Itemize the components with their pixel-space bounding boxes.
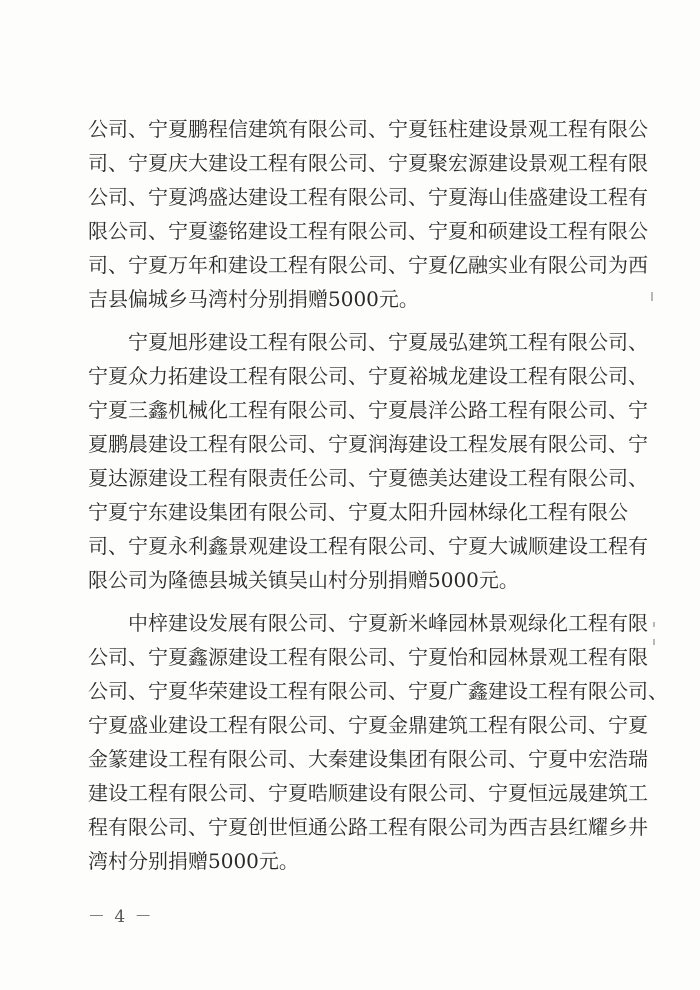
text-line: 限公司为隆德县城关镇吴山村分别捐赠5000元。 [88,568,519,592]
page-number: － 4 － [88,907,154,927]
text-line: 宁夏众力拓建设工程有限公司、宁夏裕城龙建设工程有限公司、 [88,364,648,388]
paragraph-2 [88,325,648,597]
text-line: 湾村分别捐赠5000元。 [88,849,299,873]
text-line: 司、宁夏庆大建设工程有限公司、宁夏聚宏源建设景观工程有限 [88,151,648,175]
body-text [88,112,668,878]
text-line: 司、宁夏万年和建设工程有限公司、宁夏亿融实业有限公司为西 [88,253,648,277]
text-line: 建设工程有限公司、宁夏晧顺建设有限公司、宁夏恒远晟建筑工 [88,781,648,805]
text-line: 宁夏旭彤建设工程有限公司、宁夏晟弘建筑工程有限公司、 [128,330,648,354]
text-line: 限公司、宁夏鎏铭建设工程有限公司、宁夏和硕建设工程有限公 [88,219,648,243]
text-line: 宁夏三鑫机械化工程有限公司、宁夏晨洋公路工程有限公司、宁 [88,398,648,422]
scan-speck [651,292,653,301]
text-line: 中梓建设发展有限公司、宁夏新米峰园林景观绿化工程有限 [128,611,648,635]
text-line: 金篆建设工程有限公司、大秦建设集团有限公司、宁夏中宏浩瑞 [88,747,648,771]
text-line: 公司、宁夏鑫源建设工程有限公司、宁夏怡和园林景观工程有限 [88,645,648,669]
scan-speck [653,622,655,627]
scan-speck [653,639,655,645]
text-line: 公司、宁夏鸿盛达建设工程有限公司、宁夏海山佳盛建设工程有 [88,185,648,209]
text-line: 夏达源建设工程有限责任公司、宁夏德美达建设工程有限公司、 [88,466,648,490]
text-line: 公司、宁夏华荣建设工程有限公司、宁夏广鑫建设工程有限公司、 [88,679,668,703]
text-line: 公司、宁夏鹏程信建筑有限公司、宁夏钰柱建设景观工程有限公 [88,117,648,141]
text-line: 宁夏盛业建设工程有限公司、宁夏金鼎建筑工程有限公司、宁夏 [88,713,648,737]
paragraph-3 [88,606,668,878]
text-line: 程有限公司、宁夏创世恒通公路工程有限公司为西吉县红耀乡井 [88,815,648,839]
paragraph-1 [88,112,648,316]
text-line: 夏鹏晨建设工程有限公司、宁夏润海建设工程发展有限公司、宁 [88,432,648,456]
text-line: 司、宁夏永利鑫景观建设工程有限公司、宁夏大诚顺建设工程有 [88,534,648,558]
text-line: 吉县偏城乡马湾村分别捐赠5000元。 [88,287,419,311]
text-line: 宁夏宁东建设集团有限公司、宁夏太阳升园林绿化工程有限公 [88,500,628,524]
